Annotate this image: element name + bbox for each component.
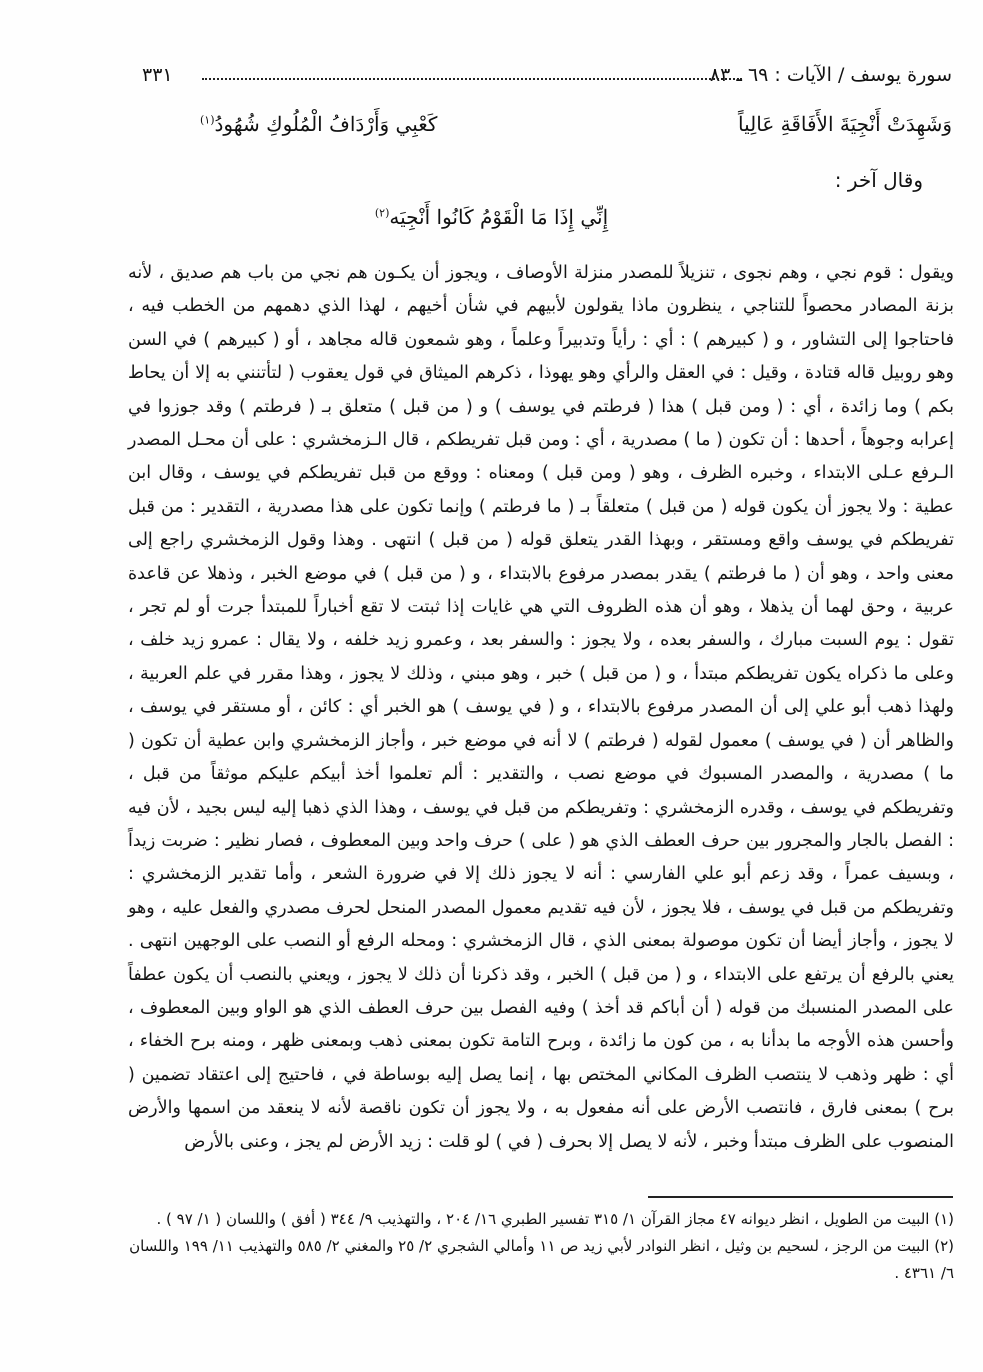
- poetry-verse-2: [0, 205, 983, 229]
- poetry-verse-1: [200, 112, 952, 146]
- verse-1-first-hemistich: وَشَهِدَتْ أَنْجِيَةَ الأَفَاقَةِ عَالِياً: [738, 112, 952, 136]
- footnote-marker-2: (٢): [374, 206, 390, 220]
- footnote-1: (١) البيت من الطويل ، انظر ديوانه ٤٧ مجاز القرآن ١/ ٣١٥ تفسير الطبري ١٦/ ٢٠٤ ، والتهذيب ٩/ ٣٤٤ ( أفق ) واللسان ( ١/ ٩٧ ) .: [156, 1210, 954, 1228]
- running-title: سورة يوسف / الآيات : ٦٩ ـ ٨٣: [709, 64, 952, 86]
- footnote-separator: [648, 1196, 953, 1198]
- footnotes: [128, 1206, 954, 1287]
- dotted-leader: [202, 78, 742, 80]
- verse-1-second-hemistich-text: كَعْبِي وَأَرْدَافُ الْمُلُوكِ شُهُودُ: [214, 112, 438, 136]
- page-number: ٣٣١: [142, 64, 173, 86]
- verse-2-text: إِنِّي إِذَا مَا الْقَوْمُ كَانُوا أَنْجِيَه: [389, 205, 609, 229]
- page-header: [142, 64, 952, 92]
- another-said-label: وقال آخر :: [834, 168, 923, 192]
- footnote-marker-1: (١): [200, 113, 215, 127]
- body-paragraph: ويقول : قوم نجي ، وهم نجوى ، تنزيلاً للمصدر منزلة الأوصاف ، ويجوز أن يكـون هم نجي من باب هم صديق ، لأنه بزنة المصادر محصواً للتناجي ، ينظرون ماذا يقولون لأبيهم في شأن أخيهم ، لهذا الذي دهمهم من الخطب فيه ، فاحتاجوا إلى التشاور ، و ( كبيرهم ) : أي : رأياً وتدبيراً وعلماً ، وهو شمعون قاله مجاهد ، أو ( كبيرهم ) في السن وهو روبيل قاله قتادة ، وقيل : في العقل والرأي وهو يهوذا ، ذكرهم الميثاق في قول يعقوب ( لتأتنني به إلا أن يحاط بكم ) وما زائدة ، أي : ( ومن قبل ) هذا ( فرطتم في يوسف ) و ( من قبل ) متعلق بـ ( فرطتم ) وقد جوزوا في إعرابه وجوهاً ، أحدها : أن تكون ( ما ) مصدرية ، أي : ومن قبل تفريطكم ، قال الـزمخشري : على أن محـل المصدر الـرفع عـلى الابتداء ، وخبره الظرف ، وهو ( ومن قبل ) ومعناه : ووقع من قبل تفريطكم في يوسف ، وقال ابن عطية : ولا يجوز أن يكون قوله ( من قبل ) متعلقاً بـ ( ما فرطتم ) وإنما تكون على هذا مصدرية ، التقدير : من قبل تفريطكم في يوسف واقع ومستقر ، وبهذا القدر يتعلق قوله ( من قبل ) انتهى . وهذا وقول الزمخشري راجع إلى معنى واحد ، وهو أن ( ما فرطتم ) يقدر بمصدر مرفوع بالابتداء ، و ( من قبل ) في موضع الخبر ، وذهلا عن قاعدة عربية ، وحق لهما أن يذهلا ، وهو أن هذه الظروف التي هي غايات إذا ثبتت لا تقع أخباراً للمبتدأ جرت أو لم تجر ، تقول : يوم السبت مبارك ، والسفر بعده ، ولا يجوز : والسفر بعد ، وعمرو زيد خلفه ، ولا يقال : عمرو زيد خلف ، وعلى ما ذكراه يكون تفريطكم مبتدأ ، و ( من قبل ) خبر ، وهو مبني ، وذلك لا يجوز ، وهذا مقرر في علم العربية ، ولهذا ذهب أبو علي إلى أن المصدر مرفوع بالابتداء ، و ( في يوسف ) هو الخبر أي : كائن ، أو مستقر في يوسف ، والظاهر أن ( في يوسف ) معمول لقوله ( فرطتم ) لا أنه في موضع خبر ، وأجاز الزمخشري وابن عطية أن تكون ( ما ) مصدرية ، والمصدر المسبوك في موضع نصب ، والتقدير : ألم تعلموا أخذ أبيكم عليكم موثقاً من قبل ، وتفريطكم في يوسف ، وقدره الزمخشري : وتفريطكم من قبل في يوسف ، وهذا الذي ذهبا إليه ليس بجيد ، لأن فيه : الفصل بالجار والمجرور بين حرف العطف الذي هو ( على ) حرف واحد وبين المعطوف ، فصار نظير : ضربت زيداً ، وبسيف عمراً ، وقد زعم أبو علي الفارسي : أنه لا يجوز ذلك إلا في ضرورة الشعر ، وأما تقدير الزمخشري : وتفريطكم من قبل في يوسف ، فلا يجوز ، لأن فيه تقديم معمول المصدر المنحل لحرف مصدري والفعل عليه ، وهو لا يجوز ، وأجاز أيضا أن تكون موصولة بمعنى الذي ، قال الزمخشري : ومحله الرفع أو النصب على الوجهين انتهى . يعني بالرفع أن يرتفع على الابتداء ، و ( من قبل ) الخبر ، وقد ذكرنا أن ذلك لا يجوز ، ويعني بالنصب أن يكون عطفاً على المصدر المنسبك من قوله ( أن أباكم قد أخذ ) وفيه الفصل بين حرف العطف الذي هو الواو وبين المعطوف ، وأحسن هذه الأوجه ما بدأنا به ، من كون ما زائدة ، وبرح التامة تكون بمعنى ذهب وبمعنى ظهر ، ومنه برح الخفاء ، أي : ظهر وذهب لا ينتصب الظرف المكاني المختص بها ، إنما يصل إليه بوساطة في ، فاحتيج إلى اعتقاد تضمين ( برح ) بمعنى فارق ، فانتصب الأرض على أنه مفعول به ، ولا يجوز أن تكون ناقصة لأنه لا ينعقد من اسمها والأرض المنصوب على الظرف مبتدأ وخبر ، لأنه لا يصل إلا بحرف ( في ) لو قلت : زيد الأرض لم يجز ، وعنى بالأرض: [128, 263, 954, 1152]
- footnote-2: (٢) البيت من الرجز ، لسحيم بن وثيل ، انظر النوادر لأبي زيد ص ١١ وأمالي الشجري ٢/ ٢٥ والمغني ٢/ ٥٨٥ والتهذيب ١١/ ١٩٩ واللسان ٦/ ٤٣٦١ .: [129, 1237, 954, 1282]
- verse-1-second-hemistich: [200, 112, 437, 136]
